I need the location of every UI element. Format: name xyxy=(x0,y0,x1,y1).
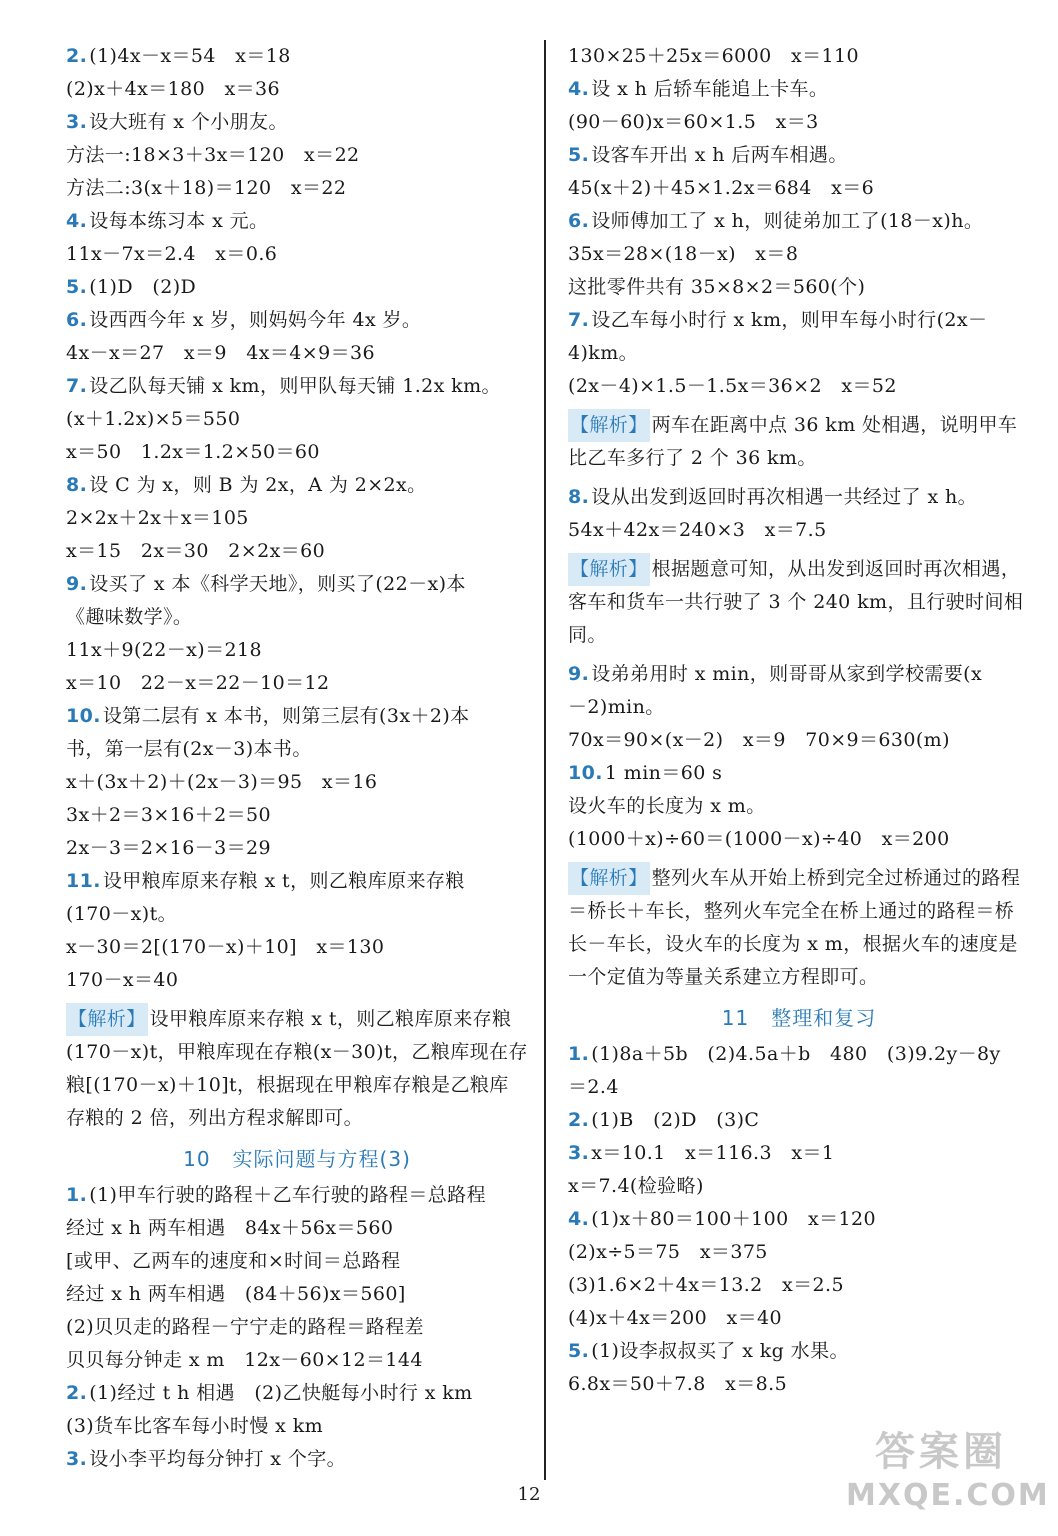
answer-line xyxy=(568,1203,1030,1236)
answer-line xyxy=(568,1236,1030,1269)
answer-text: 35x＝28×(18－x) x＝8 xyxy=(568,243,799,265)
answer-line xyxy=(568,1071,1030,1104)
answer-text: (1)D (2)D xyxy=(89,276,197,298)
answer-text: 设每本练习本 x 元。 xyxy=(89,210,269,232)
answer-line xyxy=(568,691,1030,724)
answer-line xyxy=(66,898,528,931)
answer-text: (90－60)x＝60×1.5 x＝3 xyxy=(568,111,819,133)
question-number: 9. xyxy=(66,573,88,595)
answer-line xyxy=(66,1179,528,1212)
answer-line xyxy=(66,799,528,832)
right-column xyxy=(568,40,1030,1401)
answer-text: 设从出发到返回时再次相遇一共经过了 x h。 xyxy=(591,486,978,508)
answer-text: (2)x÷5＝75 x＝375 xyxy=(568,1241,768,1263)
answer-text: x＝50 1.2x＝1.2×50＝60 xyxy=(66,441,320,463)
answer-text: 贝贝每分钟走 x m 12x－60×12＝144 xyxy=(66,1349,423,1371)
analysis-tag: 【解析】 xyxy=(568,409,650,442)
answer-line xyxy=(568,205,1030,238)
answer-line xyxy=(66,304,528,337)
answer-line xyxy=(66,403,528,436)
question-number: 10. xyxy=(66,705,101,727)
section-heading-10: 10 实际问题与方程(3) xyxy=(183,1147,411,1171)
answer-line xyxy=(568,304,1030,337)
question-number: 7. xyxy=(66,375,88,397)
answer-line xyxy=(568,1104,1030,1137)
answer-line xyxy=(66,535,528,568)
answer-text: 经过 x h 两车相遇 84x＋56x＝560 xyxy=(66,1217,394,1239)
answer-text: (1)甲车行驶的路程＋乙车行驶的路程＝总路程 xyxy=(89,1184,486,1206)
answer-text: (170－x)t。 xyxy=(66,903,178,925)
answer-line xyxy=(66,469,528,502)
answer-text: (2)贝贝走的路程－宁宁走的路程＝路程差 xyxy=(66,1316,424,1338)
question-number: 5. xyxy=(568,1340,590,1362)
section-heading-11: 11 整理和复习 xyxy=(721,1006,877,1030)
answer-line xyxy=(66,568,528,601)
question-number: 3. xyxy=(66,1448,88,1470)
question-number: 1. xyxy=(66,1184,88,1206)
question-number: 1. xyxy=(568,1043,590,1065)
right-answers-block-2 xyxy=(568,481,1030,547)
answer-line xyxy=(66,238,528,271)
answer-text: x＝7.4(检验略) xyxy=(568,1175,704,1197)
answer-line xyxy=(568,757,1030,790)
answer-text: 设 x h 后轿车能追上卡车。 xyxy=(591,78,829,100)
answer-line xyxy=(66,172,528,205)
answer-text: 方法一:18×3＋3x＝120 x＝22 xyxy=(66,144,360,166)
answer-line xyxy=(568,790,1030,823)
answer-line xyxy=(66,205,528,238)
answer-line xyxy=(66,1410,528,1443)
answer-text: x＋(3x＋2)＋(2x－3)＝95 x＝16 xyxy=(66,771,378,793)
answer-line xyxy=(66,931,528,964)
question-number: 5. xyxy=(568,144,590,166)
answer-line xyxy=(568,1302,1030,1335)
answer-line xyxy=(568,337,1030,370)
answer-text: 书，第一层有(2x－3)本书。 xyxy=(66,738,312,760)
answer-line xyxy=(66,73,528,106)
answer-text: 45(x＋2)＋45×1.2x＝684 x＝6 xyxy=(568,177,875,199)
answer-line xyxy=(66,436,528,469)
answer-line xyxy=(66,1344,528,1377)
question-number: 4. xyxy=(66,210,88,232)
question-number: 9. xyxy=(568,663,590,685)
analysis-tag: 【解析】 xyxy=(66,1003,148,1036)
answer-line xyxy=(66,139,528,172)
answer-text: －2)min。 xyxy=(568,696,665,718)
analysis-note: 【解析】 两车在距离中点 36 km 处相遇，说明甲车比乙车多行了 2 个 36 km。 xyxy=(568,409,1030,475)
question-number: 4. xyxy=(568,78,590,100)
answer-line xyxy=(568,238,1030,271)
answer-text: 6.8x＝50＋7.8 x＝8.5 xyxy=(568,1373,788,1395)
answer-text: (3)1.6×2＋4x＝13.2 x＝2.5 xyxy=(568,1274,844,1296)
answer-text: (x＋1.2x)×5＝550 xyxy=(66,408,241,430)
answer-line xyxy=(568,1368,1030,1401)
answer-line xyxy=(568,1269,1030,1302)
answer-text: (2x－4)×1.5－1.5x＝36×2 x＝52 xyxy=(568,375,897,397)
answer-line xyxy=(66,502,528,535)
answer-line xyxy=(568,1038,1030,1071)
analysis-note: 【解析】 根据题意可知，从出发到返回时再次相遇，客车和货车一共行驶了 3 个 240 km，且行驶时间相同。 xyxy=(568,553,1030,652)
answer-text: 3x＋2＝3×16＋2＝50 xyxy=(66,804,271,826)
page-number: 12 xyxy=(517,1484,541,1505)
answer-text: 设甲粮库原来存粮 x t，则乙粮库原来存粮 xyxy=(102,870,465,892)
answer-line xyxy=(66,601,528,634)
right-answers-block-1 xyxy=(568,40,1030,403)
answer-text: 2×2x＋2x＋x＝105 xyxy=(66,507,249,529)
answer-line xyxy=(66,964,528,997)
answer-text: 设乙队每天铺 x km，则甲队每天铺 1.2x km。 xyxy=(89,375,501,397)
answer-text: 170－x＝40 xyxy=(66,969,179,991)
question-number: 5. xyxy=(66,276,88,298)
answer-text: 设火车的长度为 x m。 xyxy=(568,795,766,817)
left-answers-block xyxy=(66,40,528,997)
answer-text: x＝15 2x＝30 2×2x＝60 xyxy=(66,540,326,562)
answer-text: 1 min＝60 s xyxy=(604,762,723,784)
question-number: 7. xyxy=(568,309,590,331)
answer-line xyxy=(66,106,528,139)
answer-text: 4)km。 xyxy=(568,342,639,364)
left-column xyxy=(66,40,528,1476)
question-number: 3. xyxy=(66,111,88,133)
answer-line xyxy=(66,865,528,898)
answer-line xyxy=(568,1137,1030,1170)
answer-text: 这批零件共有 35×8×2＝560(个) xyxy=(568,276,866,298)
question-number: 10. xyxy=(568,762,603,784)
answer-text: 设小李平均每分钟打 x 个字。 xyxy=(89,1448,347,1470)
section10-answers-block xyxy=(66,1179,528,1476)
watermark-logo xyxy=(846,1426,1050,1526)
answer-text: 设师傅加工了 x h，则徒弟加工了(18－x)h。 xyxy=(591,210,984,232)
answer-line xyxy=(66,337,528,370)
answer-text: 130×25＋25x＝6000 x＝110 xyxy=(568,45,859,67)
answer-line xyxy=(568,73,1030,106)
answer-line xyxy=(66,40,528,73)
answer-line xyxy=(66,1443,528,1476)
answer-text: (1)经过 t h 相遇 (2)乙快艇每小时行 x km xyxy=(89,1382,473,1404)
answer-text: (1)B (2)D (3)C xyxy=(591,1109,760,1131)
question-number: 2. xyxy=(66,1382,88,1404)
answer-line xyxy=(568,481,1030,514)
answer-text: x－30＝2[(170－x)＋10] x＝130 xyxy=(66,936,385,958)
answer-line xyxy=(66,1245,528,1278)
answer-line xyxy=(568,172,1030,205)
question-number: 6. xyxy=(568,210,590,232)
answer-text: 11x－7x＝2.4 x＝0.6 xyxy=(66,243,278,265)
answer-text: 设第二层有 x 本书，则第三层有(3x＋2)本 xyxy=(102,705,470,727)
question-number: 6. xyxy=(66,309,88,331)
answer-line xyxy=(66,1278,528,1311)
watermark-url: MXQE.COM xyxy=(846,1478,1050,1513)
answer-line xyxy=(66,766,528,799)
watermark-title: 答案圈 xyxy=(875,1429,1007,1475)
answer-line xyxy=(568,658,1030,691)
question-number: 3. xyxy=(568,1142,590,1164)
analysis-tag: 【解析】 xyxy=(568,553,650,586)
answer-text: 设 C 为 x，则 B 为 2x，A 为 2×2x。 xyxy=(89,474,427,496)
answer-line xyxy=(66,733,528,766)
answer-text: 设西西今年 x 岁，则妈妈今年 4x 岁。 xyxy=(89,309,422,331)
answer-line xyxy=(66,1311,528,1344)
answer-text: (1)4x－x＝54 x＝18 xyxy=(89,45,291,67)
answer-text: (1)设李叔叔买了 x kg 水果。 xyxy=(591,1340,849,1362)
answer-text: [或甲、乙两车的速度和×时间＝总路程 xyxy=(66,1250,401,1272)
question-number: 8. xyxy=(568,486,590,508)
answer-text: (1)8a＋5b (2)4.5a＋b 480 (3)9.2y－8y xyxy=(591,1043,1001,1065)
answer-text: 设乙车每小时行 x km，则甲车每小时行(2x－ xyxy=(591,309,988,331)
answer-text: 设弟弟用时 x min，则哥哥从家到学校需要(x xyxy=(591,663,983,685)
question-number: 8. xyxy=(66,474,88,496)
answer-line xyxy=(66,1377,528,1410)
answer-line xyxy=(66,1212,528,1245)
column-divider xyxy=(544,40,546,1480)
answer-line xyxy=(66,370,528,403)
answer-text: 经过 x h 两车相遇 (84＋56)x＝560] xyxy=(66,1283,406,1305)
answer-text: (1)x＋80＝100＋100 x＝120 xyxy=(591,1208,876,1230)
answer-line xyxy=(66,271,528,304)
answer-line xyxy=(568,106,1030,139)
section11-answers-block xyxy=(568,1038,1030,1401)
answer-text: 《趣味数学》。 xyxy=(66,606,193,628)
answer-line xyxy=(568,823,1030,856)
answer-line xyxy=(66,634,528,667)
answer-text: (4)x＋4x＝200 x＝40 xyxy=(568,1307,782,1329)
answer-text: 设大班有 x 个小朋友。 xyxy=(89,111,288,133)
answer-line xyxy=(568,724,1030,757)
question-number: 2. xyxy=(568,1109,590,1131)
right-answers-block-3 xyxy=(568,658,1030,856)
answer-text: 54x＋42x＝240×3 x＝7.5 xyxy=(568,519,827,541)
answer-text: x＝10 22－x＝22－10＝12 xyxy=(66,672,330,694)
analysis-tag: 【解析】 xyxy=(568,862,650,895)
answer-text: x＝10.1 x＝116.3 x＝1 xyxy=(591,1142,835,1164)
answer-text: 设买了 x 本《科学天地》，则买了(22－x)本 xyxy=(89,573,466,595)
answer-text: (2)x＋4x＝180 x＝36 xyxy=(66,78,280,100)
analysis-note: 【解析】 整列火车从开始上桥到完全过桥通过的路程＝桥长＋车长，整列火车完全在桥上通过的路程＝桥长－车长，设火车的长度为 x m，根据火车的速度是一个定值为等量关系建立方程即可。 xyxy=(568,862,1030,994)
answer-line xyxy=(66,700,528,733)
answer-text: 11x＋9(22－x)＝218 xyxy=(66,639,262,661)
answer-text: (1000＋x)÷60＝(1000－x)÷40 x＝200 xyxy=(568,828,950,850)
answer-line xyxy=(66,667,528,700)
answer-line xyxy=(568,1170,1030,1203)
answer-text: 方法二:3(x＋18)＝120 x＝22 xyxy=(66,177,347,199)
answer-text: 70x＝90×(x－2) x＝9 70×9＝630(m) xyxy=(568,729,950,751)
answer-line xyxy=(568,514,1030,547)
answer-text: (3)货车比客车每小时慢 x km xyxy=(66,1415,324,1437)
answer-line xyxy=(568,370,1030,403)
answer-text: 4x－x＝27 x＝9 4x＝4×9＝36 xyxy=(66,342,375,364)
question-number: 2. xyxy=(66,45,88,67)
answer-line xyxy=(568,1335,1030,1368)
question-number: 11. xyxy=(66,870,101,892)
answer-line xyxy=(568,271,1030,304)
answer-text: ＝2.4 xyxy=(568,1076,619,1098)
answer-line xyxy=(568,139,1030,172)
answer-line xyxy=(66,832,528,865)
answer-text: 设客车开出 x h 后两车相遇。 xyxy=(591,144,848,166)
question-number: 4. xyxy=(568,1208,590,1230)
analysis-note: 【解析】 设甲粮库原来存粮 x t，则乙粮库原来存粮(170－x)t，甲粮库现在存粮(x－30)t，乙粮库现在存粮[(170－x)＋10]t，根据现在甲粮库存粮是乙粮库存粮的 2 倍，列出方程求解即可。 xyxy=(66,1003,528,1135)
answer-text: 2x－3＝2×16－3＝29 xyxy=(66,837,271,859)
answer-line xyxy=(568,40,1030,73)
